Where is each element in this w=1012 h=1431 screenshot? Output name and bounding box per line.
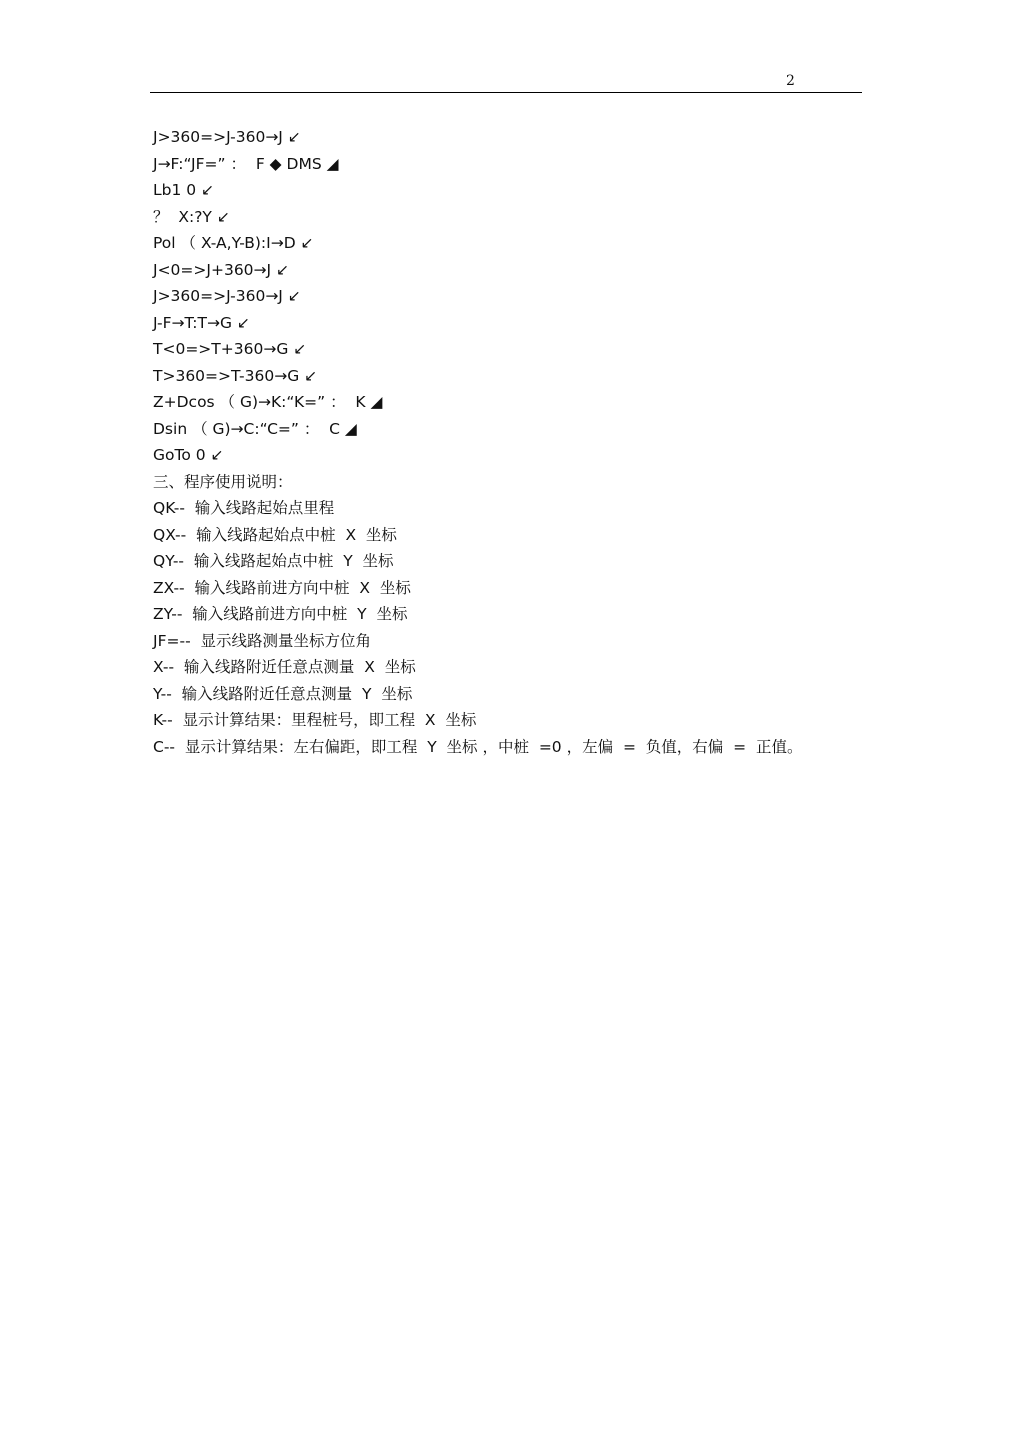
page-number: 2: [786, 73, 795, 89]
usage-line-qx: QX-- 输入线路起始点中桩 X 坐标: [153, 525, 397, 544]
program-line-4: ？ X:?Y ↙: [153, 207, 230, 226]
header-rule: [150, 92, 862, 93]
program-line-11: Z+Dcos （ G)→K:“K=” ： K ◢: [153, 393, 383, 411]
usage-line-x: X-- 输入线路附近任意点测量 X 坐标: [153, 658, 416, 676]
usage-line-zx: ZX-- 输入线路前进方向中桩 X 坐标: [153, 578, 411, 597]
usage-line-y: Y-- 输入线路附近任意点测量 Y 坐标: [153, 684, 413, 703]
program-line-2: J→F:“JF=” ： F ◆ DMS ◢: [153, 154, 339, 173]
program-line-1: J>360=>J-360→J ↙: [153, 128, 301, 146]
program-line-3: Lb1 0 ↙: [153, 181, 215, 199]
usage-line-qy: QY-- 输入线路起始点中桩 Y 坐标: [153, 552, 394, 570]
usage-line-jf: JF=-- 显示线路测量坐标方位角: [153, 631, 372, 650]
usage-line-qk: QK-- 输入线路起始点里程: [153, 499, 335, 517]
usage-line-k: K-- 显示计算结果：里程桩号，即工程 X 坐标: [153, 711, 477, 729]
program-line-8: J-F→T:T→G ↙: [153, 313, 250, 332]
program-line-5: Pol （ X-A,Y-B):I→D ↙: [153, 234, 314, 252]
program-line-9: T<0=>T+360→G ↙: [153, 340, 307, 358]
program-line-12: Dsin （ G)→C:“C=” ： C ◢: [153, 419, 357, 438]
section-heading: 三、程序使用说明：: [153, 472, 293, 491]
usage-line-zy: ZY-- 输入线路前进方向中桩 Y 坐标: [153, 605, 408, 623]
program-line-13: GoTo 0 ↙: [153, 446, 224, 464]
program-line-7: J>360=>J-360→J ↙: [153, 287, 301, 305]
usage-line-c: C-- 显示计算结果：左右偏距，即工程 Y 坐标 ，中桩 =0 ，左偏 = 负值，右偏 = 正值。: [153, 737, 803, 756]
program-line-6: J<0=>J+360→J ↙: [153, 260, 290, 279]
document-body: [153, 124, 853, 760]
program-line-10: T>360=>T-360→G ↙: [153, 366, 318, 385]
